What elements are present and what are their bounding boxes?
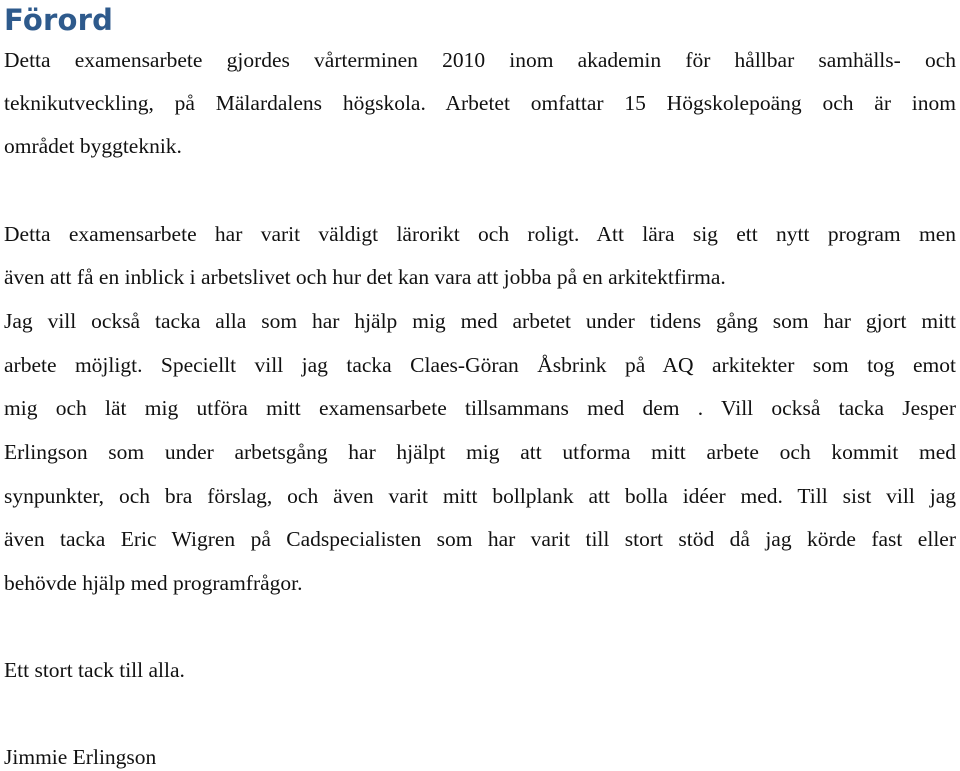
author-signature-name: Jimmie Erlingson <box>4 745 157 769</box>
paragraph-2-line-3: Jag vill också tacka alla som har hjälp mig med arbetet under tidens gång som har gjort mitt <box>4 309 956 333</box>
paragraph-1-line-2: teknikutveckling, på Mälardalens högskola. Arbetet omfattar 15 Högskolepoäng och är inom <box>4 91 956 115</box>
paragraph-2-line-4: arbete möjligt. Speciellt vill jag tacka Claes-Göran Åsbrink på AQ arkitekter som tog emot <box>4 353 956 377</box>
paragraph-2-line-8: även tacka Eric Wigren på Cadspecialisten som har varit till stort stöd då jag körde fast eller <box>4 527 956 551</box>
paragraph-2-line-5: mig och lät mig utföra mitt examensarbete tillsammans med dem . Vill också tacka Jesper <box>4 396 956 420</box>
paragraph-1-line-1: Detta examensarbete gjordes vårterminen 2010 inom akademin för hållbar samhälls- och <box>4 48 956 72</box>
paragraph-2-line-6: Erlingson som under arbetsgång har hjälpt mig att utforma mitt arbete och kommit med <box>4 440 956 464</box>
paragraph-2-line-9: behövde hjälp med programfrågor. <box>4 571 303 595</box>
paragraph-2-line-7: synpunkter, och bra förslag, och även varit mitt bollplank att bolla idéer med. Till sist vill jag <box>4 484 956 508</box>
paragraph-2-line-1: Detta examensarbete har varit väldigt lärorikt och roligt. Att lära sig ett nytt program men <box>4 222 956 246</box>
paragraph-1-line-3: området byggteknik. <box>4 134 182 158</box>
paragraph-2-line-2: även att få en inblick i arbetslivet och hur det kan vara att jobba på en arkitektfirma. <box>4 265 726 289</box>
section-heading: Förord <box>4 3 114 37</box>
closing-thanks: Ett stort tack till alla. <box>4 658 185 682</box>
